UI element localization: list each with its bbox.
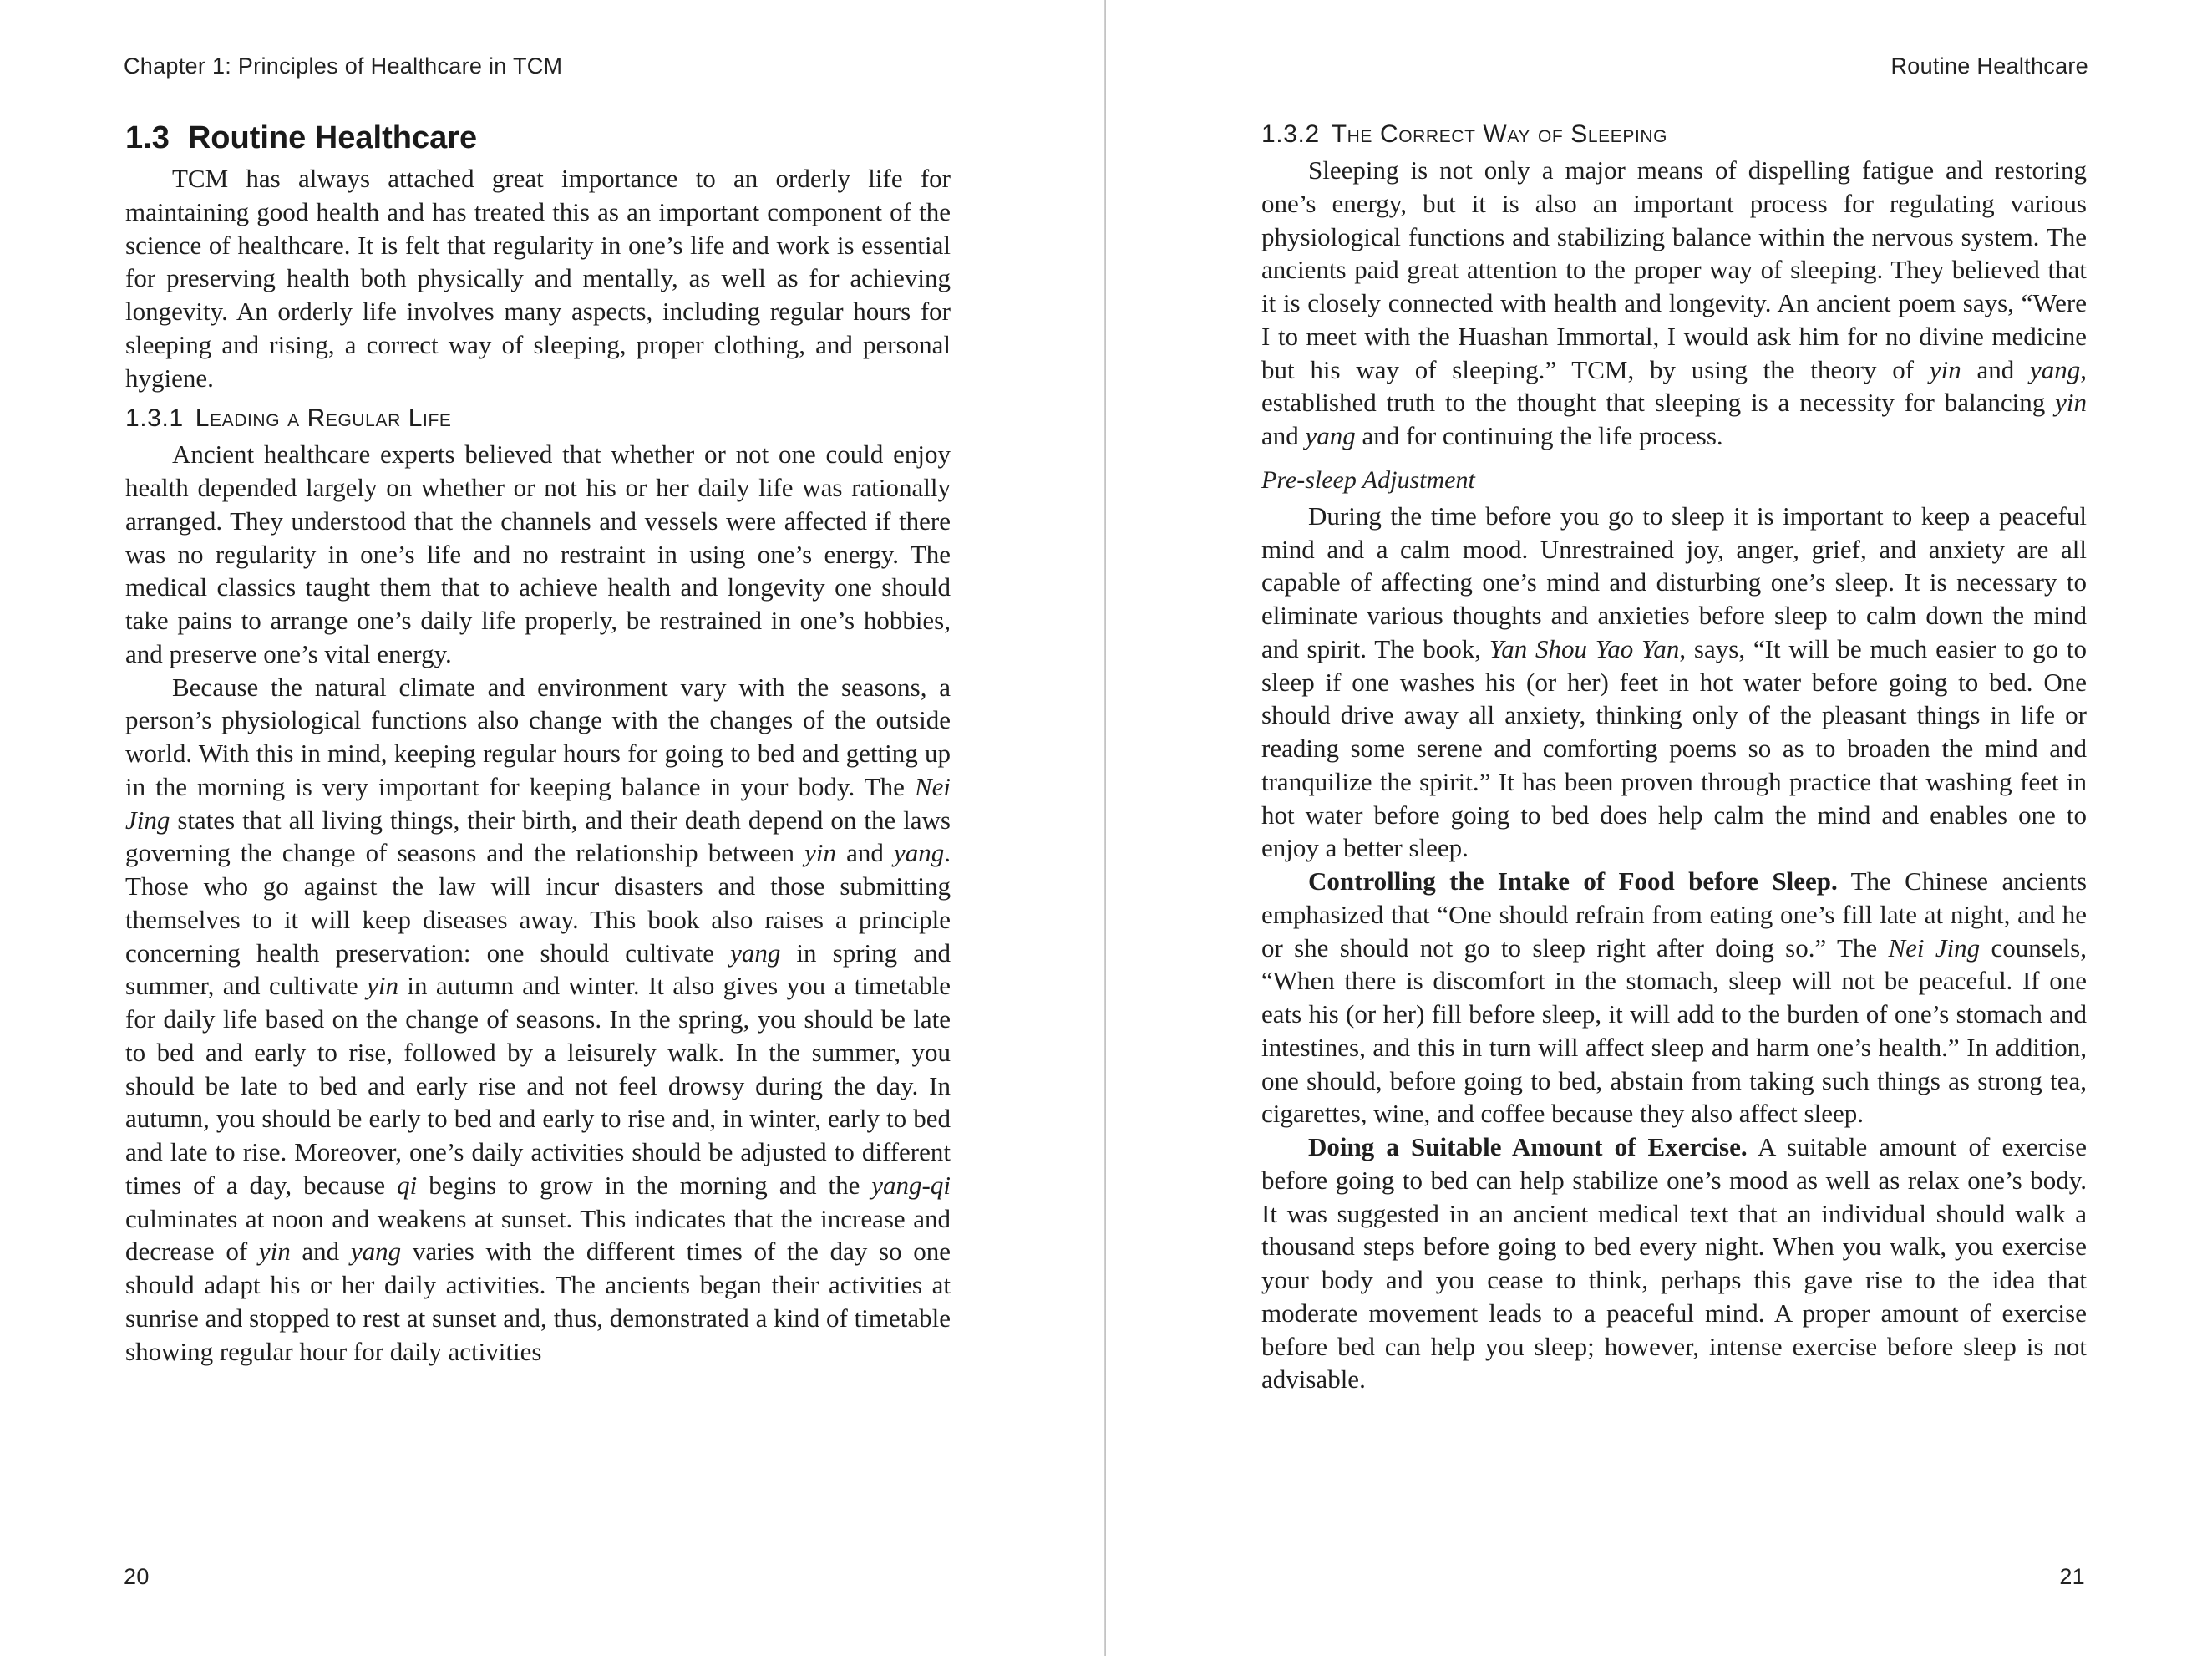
section-title: Routine Healthcare — [187, 120, 478, 155]
exercise-lead: Doing a Suitable Amount of Exercise. — [1308, 1132, 1748, 1161]
book-title-nei-jing: Nei Jing — [125, 771, 951, 835]
term-yang: yang — [893, 838, 945, 868]
term-yang: yang — [1305, 421, 1356, 450]
book-title-nei-jing: Nei Jing — [1888, 932, 1981, 963]
term-yin: yin — [2055, 388, 2087, 418]
subsection-number: 1.3.1 — [125, 404, 184, 433]
food-intake-paragraph: Controlling the Intake of Food before Sleep. The Chinese ancients emphasized that “One should refrain from eating one’s fill late at night, and he or she should not go to sleep right after doing so.” The Nei Jing counsels, “When there is discomfort in the stomach, sleep will not be peaceful. If one eats his (or her) fill before sleep, it will add to the burden of one’s stomach and intestines, and this in turn will affect sleep and harm one’s health.” In addition, one should, before going to bed, abstain from taking such things as strong tea, cigarettes, wine, and coffee because they also affect sleep. — [1261, 866, 2088, 1129]
pre-sleep-paragraph: During the time before you go to sleep it is important to keep a peaceful mind and a calm mood. Unrestrained joy, anger, grief, and anxiety are all capable of affecting one’s mind and disturbing one’s sleep. It is necessary to eliminate various thoughts and anxieties before sleep to calm down the mind and spirit. The book, Yan Shou Yao Yan, says, “It will be much easier to go to sleep if one washes his (or her) feet in hot water before going to bed. One should drive away all anxiety, thinking only of the pleasant things in life or reading some serene and comforting poems so as to broaden the mind and tranquilize the spirit.” It has been proven through practice that washing feet in hot water before going to bed does help calm the mind and enables one to enjoy a better sleep. — [1261, 500, 2087, 863]
subsection-number: 1.3.2 — [1261, 120, 1320, 148]
term-yin: yin — [258, 1237, 291, 1267]
term-yin: yin — [1929, 354, 1961, 384]
right-page — [1106, 0, 2212, 1656]
left-page-body — [125, 119, 951, 1368]
subsection-title: Leading a Regular Life — [195, 404, 452, 433]
term-yang: yang — [730, 937, 781, 968]
right-page-body — [1261, 119, 2087, 1396]
left-running-head: Chapter 1: Principles of Healthcare in TCM — [124, 53, 563, 79]
term-yang: yang — [350, 1237, 402, 1267]
subsection-heading-sleeping — [1261, 119, 2087, 150]
right-page-number: 21 — [2059, 1564, 2085, 1589]
subsection-heading-regular-life — [125, 403, 951, 434]
exercise-paragraph: Doing a Suitable Amount of Exercise. A suitable amount of exercise before going to bed can help stabilize one’s mood as well as relax one’s body. It was suggested in an ancient medical text that an individual should walk a thousand steps before going to bed every night. When you walk, you exercise your body and you cease to think, perhaps this gave rise to the idea that moderate movement leads to a peaceful mind. A proper amount of exercise before bed can help you sleep; however, intense exercise before sleep is not advisable. — [1261, 1132, 2087, 1394]
term-qi: qi — [397, 1170, 418, 1200]
term-yin: yin — [804, 838, 836, 868]
regular-life-paragraph-1: Ancient healthcare experts believed that whether or not one could enjoy health depended largely on whether or not his or her daily life was rationally arranged. They understood that the channels and vessels were affected if there was no regularity in one’s life and no restraint in using one’s energy. The medical classics taught them that to achieve health and longevity one should take pains to arrange one’s daily life properly, be restrained in one’s hobbies, and preserve one’s vital energy. — [125, 439, 951, 668]
term-yang-qi: yang-qi — [871, 1170, 951, 1200]
intro-paragraph: TCM has always attached great importance to an orderly life for maintaining good health and has treated this as an important component of the science of healthcare. It is felt that regularity in one’s life and work is essential for preserving health both physically and mentally, as well as for achieving longevity. An orderly life involves many aspects, including regular hours for sleeping and rising, a correct way of sleeping, proper clothing, and personal hygiene. — [125, 164, 951, 393]
regular-life-paragraph-2: Because the natural climate and environment vary with the seasons, a person’s physiological functions also change with the changes of the outside world. With this in mind, keeping regular hours for going to bed and getting up in the morning is very important for keeping balance in your body. The Nei Jing states that all living things, their birth, and their death depend on the laws governing the change of seasons and the relationship between yin and yang. Those who go against the law will incur disasters and those submitting themselves to it will keep diseases away. This book also raises a principle concerning health preservation: one should cultivate yang in spring and summer, and cultivate yin in autumn and winter. It also gives you a timetable for daily life based on the change of seasons. In the spring, you should be late to bed and early to rise, followed by a leisurely walk. In the summer, you should be late to bed and early rise and not feel drowsy during the day. In autumn, you should be early to bed and early to rise and, in winter, early to bed and late to rise. Moreover, one’s daily activities should be adjusted to different times of a day, because qi begins to grow in the morning and the yang-qi culminates at noon and weakens at sunset. This indicates that the increase and decrease of yin and yang varies with the different times of the day so one should adapt his or her daily activities. The ancients began their activities at sunrise and stopped to rest at sunset and, thus, demonstrated a kind of timetable showing regular hour for daily activities — [125, 672, 951, 1366]
pre-sleep-heading: Pre-sleep Adjustment — [1261, 465, 1475, 494]
right-running-head: Routine Healthcare — [1890, 53, 2088, 79]
term-yin: yin — [367, 971, 398, 1001]
section-heading — [125, 119, 951, 157]
subsection-title: The Correct Way of Sleeping — [1331, 120, 1668, 148]
left-page — [0, 0, 1104, 1656]
term-yang: yang — [2029, 354, 2081, 384]
food-intake-lead: Controlling the Intake of Food before Sleep. — [1308, 866, 1838, 896]
sleeping-paragraph-1: Sleeping is not only a major means of dispelling fatigue and restoring one’s energy, but it is also an important process for regulating various physiological functions and stabilizing balance within the nervous system. The ancients paid great attention to the proper way of sleeping. They believed that it is closely connected with health and longevity. An ancient poem says, “Were I to meet with the Huashan Immortal, I would ask him for no divine medicine but his way of sleeping.” TCM, by using the theory of yin and yang, established truth to the thought that sleeping is a necessity for balancing yin and yang and for continuing the life process. — [1261, 155, 2087, 450]
section-number: 1.3 — [125, 120, 170, 155]
book-title-yan-shou-yao-yan: Yan Shou Yao Yan — [1489, 633, 1680, 663]
left-page-number: 20 — [124, 1564, 150, 1589]
